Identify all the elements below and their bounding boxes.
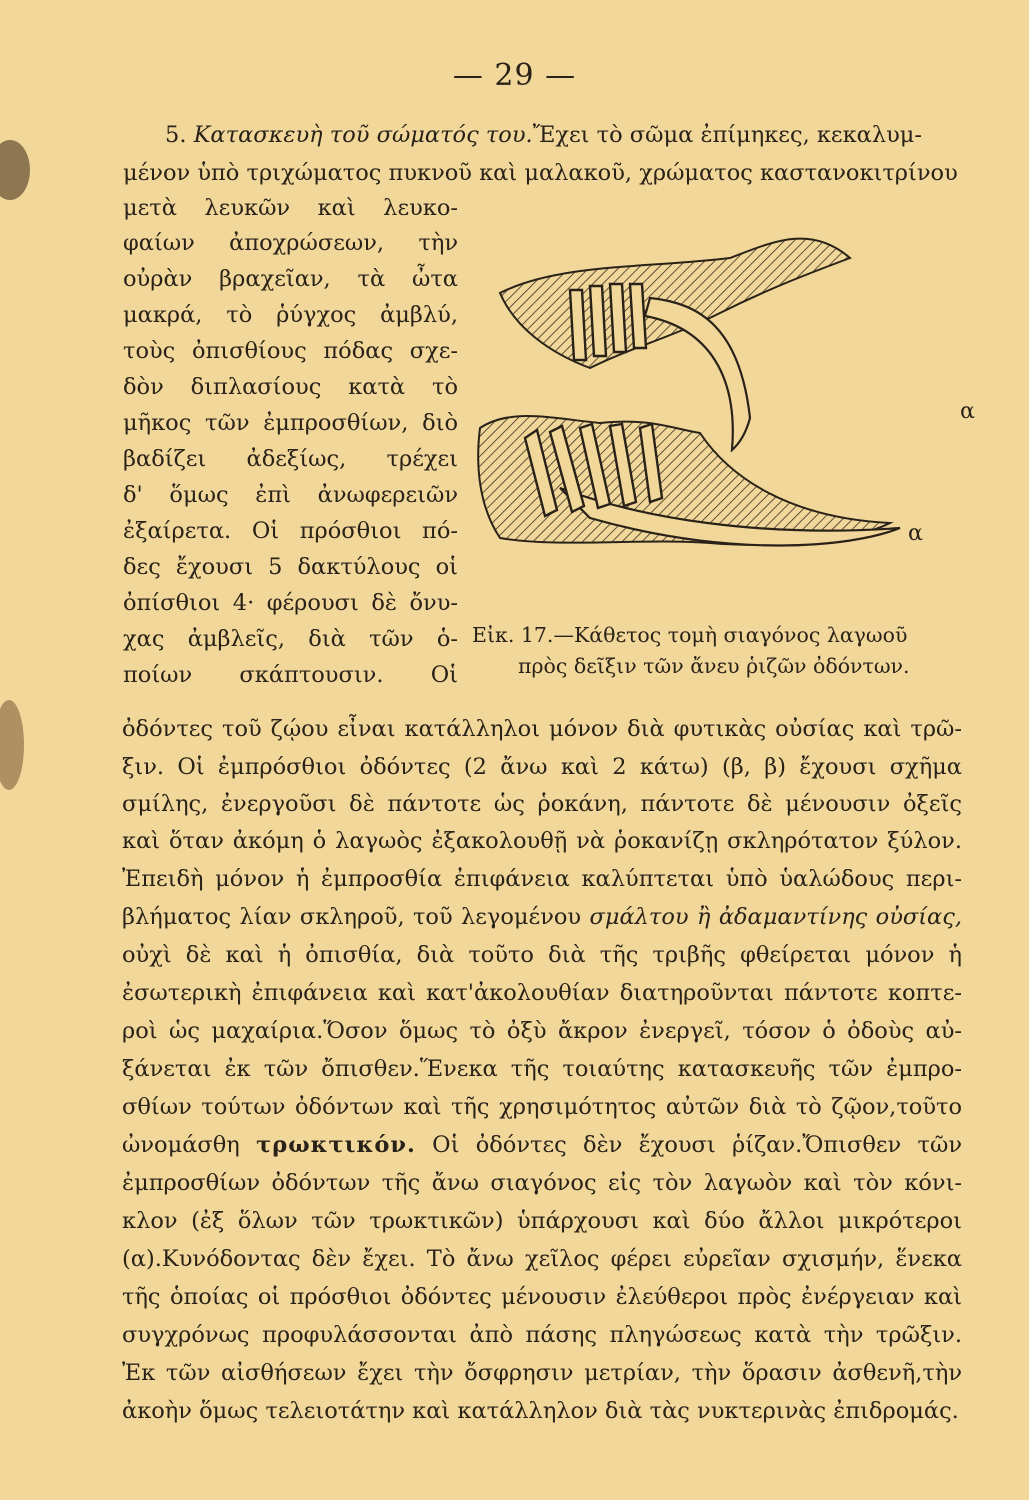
text-line: χας ἀμβλεῖς, διὰ τῶν ὁ- (123, 626, 458, 652)
stain (0, 700, 24, 790)
text-line: σμίλης, ἐνεργοῦσι δὲ πάντοτε ὡς ῥοκάνη, πάντοτε δὲ μένουσιν ὀξεῖς (122, 791, 962, 817)
text-line: καὶ ὅταν ἀκόμη ὁ λαγωὸς ἐξακολουθῇ νὰ ῥοκανίζῃ σκληρότατον ξύλον. (122, 828, 962, 854)
text-line: δ' ὅμως ἐπὶ ἀνωφερειῶν (123, 482, 458, 508)
heading-title: Κατασκευὴ τοῦ σώματός του. (193, 122, 533, 148)
text-span: ὠνομάσθη (122, 1132, 240, 1158)
text-line: Ἔχει τὸ σῶμα ἐπίμηκες, κεκαλυμ- (532, 122, 923, 148)
text-line: δὸν διπλασίους κατὰ τὸ (123, 374, 458, 400)
text-line: μένον ὑπὸ τριχώματος πυκνοῦ καὶ μαλακοῦ, χρώματος καστανοκιτρίνου (123, 160, 958, 186)
text-line: σθίων τούτων ὀδόντων καὶ τῆς χρησιμότητος αὐτῶν διὰ τὸ ζῷον,τοῦτο (122, 1094, 962, 1120)
figure-caption-line1: Εἰκ. 17.—Κάθετος τομὴ σιαγόνος λαγωοῦ (472, 623, 908, 647)
figure-label-alpha-top: α (960, 399, 975, 424)
text-line (122, 904, 962, 930)
italic-term: σμάλτου ἢ ἀδαμαντίνης οὐσίας, (589, 904, 962, 930)
jaw-section-figure (470, 218, 990, 598)
text-line: οὐχὶ δὲ καὶ ἡ ὀπισθία, διὰ τοῦτο διὰ τῆς τριβῆς φθείρεται μόνον ἡ (122, 942, 962, 968)
text-line: Ἐκ τῶν αἰσθήσεων ἔχει τὴν ὄσφρησιν μετρίαν, τὴν ὅρασιν ἀσθενῆ,τὴν (122, 1360, 962, 1386)
bold-term: τρωκτικόν. (256, 1132, 416, 1158)
text-line: ὀδόντες τοῦ ζῴου εἶναι κατάλληλοι μόνον διὰ φυτικὰς οὐσίας καὶ τρῶ- (122, 716, 962, 742)
text-span: Οἱ ὀδόντες δὲν ἔχουσι ῥίζαν.Ὄπισθεν τῶν (432, 1132, 963, 1158)
figure-caption-line2: πρὸς δεῖξιν τῶν ἄνευ ῥιζῶν ὀδόντων. (518, 654, 910, 678)
text-span: βλήματος λίαν σκληροῦ, τοῦ λεγομένου (122, 904, 582, 930)
text-line: ἀκοὴν ὅμως τελειοτάτην καὶ κατάλληλον διὰ τὰς νυκτερινὰς ἐπιδρομάς. (122, 1398, 959, 1424)
text-line: δες ἔχουσι 5 δακτύλους οἱ (123, 554, 458, 580)
text-line: Ἐπειδὴ μόνον ἡ ἐμπροσθία ἐπιφάνεια καλύπτεται ὑπὸ ὑαλώδους περι- (122, 866, 962, 892)
text-line: μακρά, τὸ ῥύγχος ἀμβλύ, (123, 302, 458, 328)
page-number: — 29 — (452, 58, 577, 93)
text-line: μῆκος τῶν ἐμπροσθίων, διὸ (123, 410, 458, 436)
heading-number: 5. (165, 122, 187, 148)
text-line: οὐρὰν βραχεῖαν, τὰ ὦτα (123, 266, 458, 292)
text-line (122, 1132, 962, 1158)
text-line: ἐσωτερικὴ ἐπιφάνεια καὶ κατ'ἀκολουθίαν διατηροῦνται πάντοτε κοπτε- (122, 980, 962, 1006)
text-line: ἐμπροσθίων ὀδόντων τῆς ἄνω σιαγόνος εἰς τὸν λαγωὸν καὶ τὸν κόνι- (122, 1170, 962, 1196)
text-line: ἐξαίρετα. Οἱ πρόσθιοι πό- (123, 518, 458, 544)
text-line: ποίων σκάπτουσιν. Οἱ (123, 662, 458, 688)
text-line: (α).Κυνόδοντας δὲν ἔχει. Τὸ ἄνω χεῖλος φέρει εὐρεῖαν σχισμήν, ἕνεκα (122, 1246, 962, 1272)
text-line: φαίων ἀποχρώσεων, τὴν (123, 230, 458, 256)
text-line: ροὶ ὡς μαχαίρια.Ὅσον ὅμως τὸ ὀξὺ ἄκρον ἐνεργεῖ, τόσον ὁ ὀδοὺς αὐ- (122, 1018, 962, 1044)
text-line: ξάνεται ἐκ τῶν ὄπισθεν.Ἕνεκα τῆς τοιαύτης κατασκευῆς τῶν ἐμπρο- (122, 1056, 962, 1082)
text-line: βαδίζει ἀδεξίως, τρέχει (123, 446, 458, 472)
stain (0, 140, 30, 200)
text-line: κλον (ἐξ ὅλων τῶν τρωκτικῶν) ὑπάρχουσι καὶ δύο ἄλλοι μικρότεροι (122, 1208, 962, 1234)
heading-line (165, 122, 965, 148)
text-line: μετὰ λευκῶν καὶ λευκο- (123, 195, 458, 221)
text-line: ὀπίσθιοι 4· φέρουσι δὲ ὄνυ- (123, 590, 458, 616)
text-line: τοὺς ὀπισθίους πόδας σχε- (123, 338, 458, 364)
text-line: τῆς ὁποίας οἱ πρόσθιοι ὀδόντες μένουσιν ἐλεύθεροι πρὸς ἐνέργειαν καὶ (122, 1284, 962, 1310)
text-line: ξιν. Οἱ ἐμπρόσθιοι ὀδόντες (2 ἄνω καὶ 2 κάτω) (β, β) ἔχουσι σχῆμα (122, 754, 962, 780)
text-line: συγχρόνως προφυλάσσονται ἀπὸ πάσης πληγώσεως κατὰ τὴν τρῶξιν. (122, 1322, 962, 1348)
figure-label-alpha-bottom: α (908, 521, 923, 546)
